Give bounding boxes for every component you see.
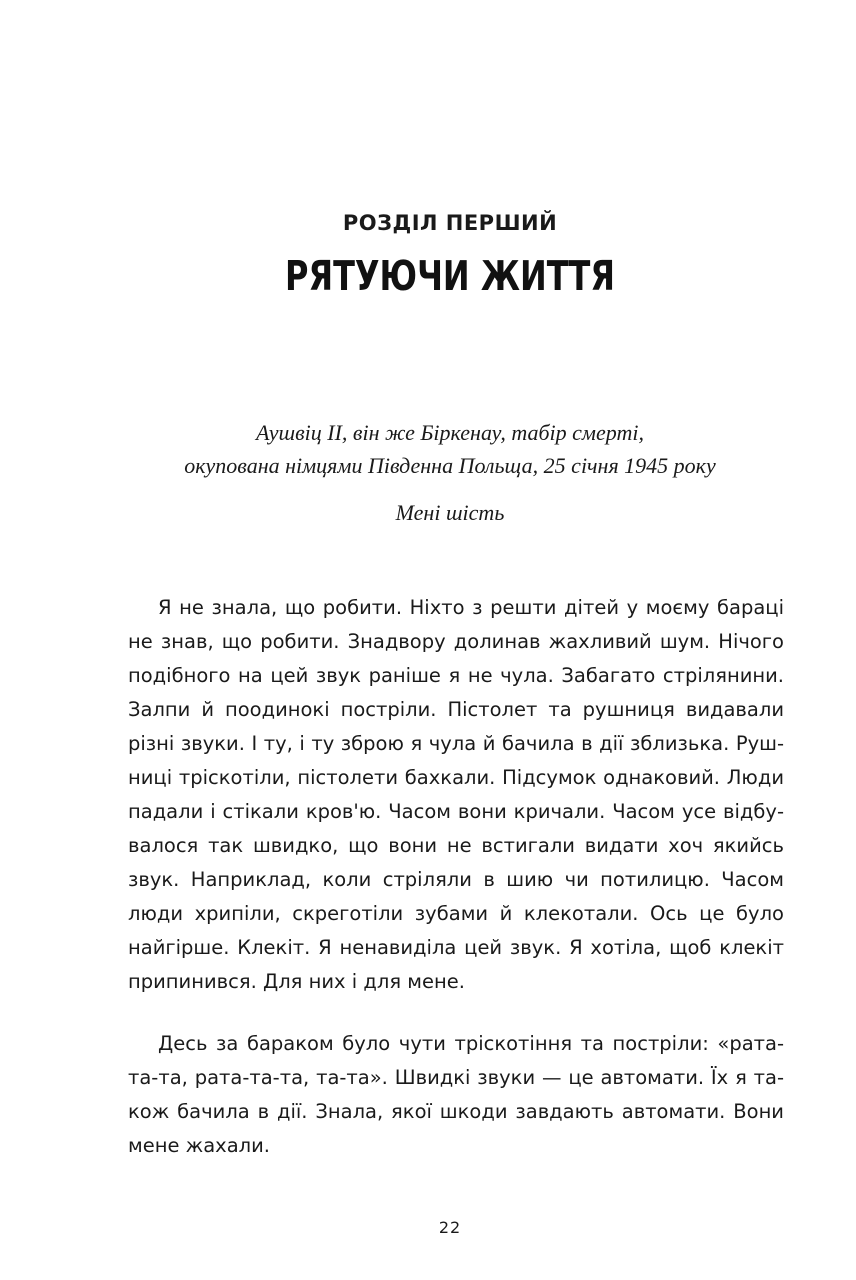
epigraph-location-line-2: окупована німцями Південна Польща, 25 січня 1945 року bbox=[184, 453, 716, 478]
page-number: 22 bbox=[438, 1218, 462, 1237]
text-line: не знав, що робити. Знадвору долинав жахливий шум. Нічого bbox=[128, 630, 784, 653]
text-line: люди хрипіли, скреготіли зубами й клекотали. Ось це було bbox=[128, 902, 784, 925]
text-line: припинився. Для них і для мене. bbox=[128, 970, 465, 993]
chapter-title: РЯТУЮЧИ ЖИТТЯ bbox=[285, 252, 615, 300]
text-line: мене жахали. bbox=[128, 1134, 270, 1157]
text-line: різні звуки. І ту, і ту зброю я чула й бачила в дії зблизька. Руш- bbox=[128, 732, 784, 755]
text-line: звук. Наприклад, коли стріляли в шию чи потилицю. Часом bbox=[128, 868, 784, 891]
epigraph-age: Мені шість bbox=[395, 500, 505, 525]
text-line: подібного на цей звук раніше я не чула. Забагато стрілянини. bbox=[128, 664, 784, 687]
text-line: Десь за бараком було чути тріскотіння та постріли: «рата- bbox=[158, 1032, 784, 1055]
text-line: Я не знала, що робити. Ніхто з решти дітей у моєму бараці bbox=[158, 596, 784, 619]
text-line: Залпи й поодинокі постріли. Пістолет та рушниця видавали bbox=[128, 698, 784, 721]
text-line: найгірше. Клекіт. Я ненавиділа цей звук. Я хотіла, щоб клекіт bbox=[128, 936, 784, 959]
text-line: падали і стікали кров'ю. Часом вони кричали. Часом усе відбу- bbox=[128, 800, 784, 823]
text-line: та-та, рата-та-та, та-та». Швидкі звуки — це автомати. Їх я та- bbox=[128, 1066, 784, 1089]
text-line: валося так швидко, що вони не встигали видати хоч якийсь bbox=[128, 834, 784, 857]
epigraph-location-line-1: Аушвіц ІІ, він же Біркенау, табір смерті, bbox=[256, 420, 644, 445]
text-line: ниці тріскотіли, пістолети бахкали. Підсумок однаковий. Люди bbox=[128, 766, 784, 789]
text-line: кож бачила в дії. Знала, якої шкоди завдають автомати. Вони bbox=[128, 1100, 784, 1123]
chapter-label: РОЗДІЛ ПЕРШИЙ bbox=[342, 211, 558, 235]
